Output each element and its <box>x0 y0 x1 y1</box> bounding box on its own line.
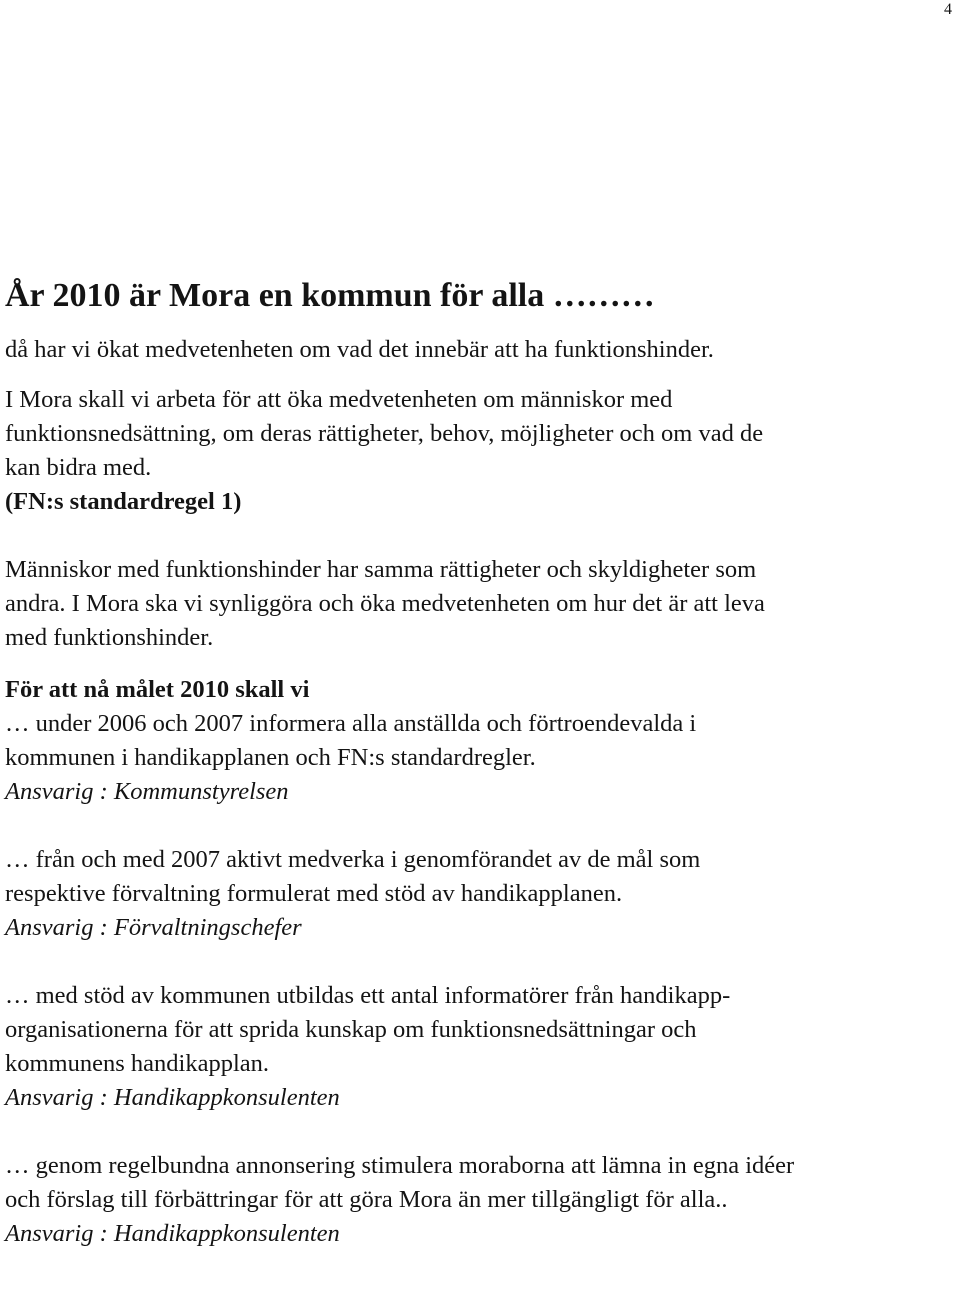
paragraph-line: andra. I Mora ska vi synliggöra och öka medvetenheten om hur det är att leva <box>5 590 765 617</box>
document-title: År 2010 är Mora en kommun för alla ……… <box>5 277 655 314</box>
action-line: … genom regelbundna annonsering stimulera moraborna att lämna in egna idéer <box>5 1152 795 1179</box>
paragraph-line: funktionsnedsättning, om deras rättigheter, behov, möjligheter och om vad de <box>5 420 764 447</box>
action-item <box>5 1149 957 1251</box>
action-line: och förslag till förbättringar för att göra Mora än mer tillgängligt för alla.. <box>5 1186 728 1213</box>
action-item <box>5 707 957 809</box>
responsible-label: Ansvarig : Kommunstyrelsen <box>5 778 289 805</box>
goal-heading: För att nå målet 2010 skall vi <box>5 676 310 703</box>
paragraph-awareness <box>5 383 957 519</box>
action-line: kommunen i handikapplanen och FN:s standardregler. <box>5 744 536 771</box>
action-line: … med stöd av kommunen utbildas ett antal informatörer från handikapp- <box>5 982 731 1009</box>
paragraph-line: I Mora skall vi arbeta för att öka medvetenheten om människor med <box>5 386 673 413</box>
standard-rule-reference: (FN:s standardregel 1) <box>5 488 242 515</box>
intro-text: då har vi ökat medvetenheten om vad det innebär att ha funktionshinder. <box>5 336 714 363</box>
paragraph-rights <box>5 553 957 655</box>
responsible-label: Ansvarig : Handikappkonsulenten <box>5 1220 340 1247</box>
action-line: … under 2006 och 2007 informera alla anställda och förtroendevalda i <box>5 710 697 737</box>
action-line: kommunens handikapplan. <box>5 1050 270 1077</box>
responsible-label: Ansvarig : Förvaltningschefer <box>5 914 302 941</box>
paragraph-line: med funktionshinder. <box>5 624 214 651</box>
action-item <box>5 843 957 945</box>
paragraph-line: kan bidra med. <box>5 454 152 481</box>
action-line: respektive förvaltning formulerat med stöd av handikapplanen. <box>5 880 623 907</box>
action-item <box>5 979 957 1115</box>
action-list <box>5 673 957 809</box>
paragraph-line: Människor med funktionshinder har samma rättigheter och skyldigheter som <box>5 556 757 583</box>
page-number: 4 <box>944 1 952 18</box>
responsible-label: Ansvarig : Handikappkonsulenten <box>5 1084 340 1111</box>
action-line: … från och med 2007 aktivt medverka i genomförandet av de mål som <box>5 846 701 873</box>
document-body <box>5 272 957 1251</box>
action-line: organisationerna för att sprida kunskap om funktionsnedsättningar och <box>5 1016 697 1043</box>
